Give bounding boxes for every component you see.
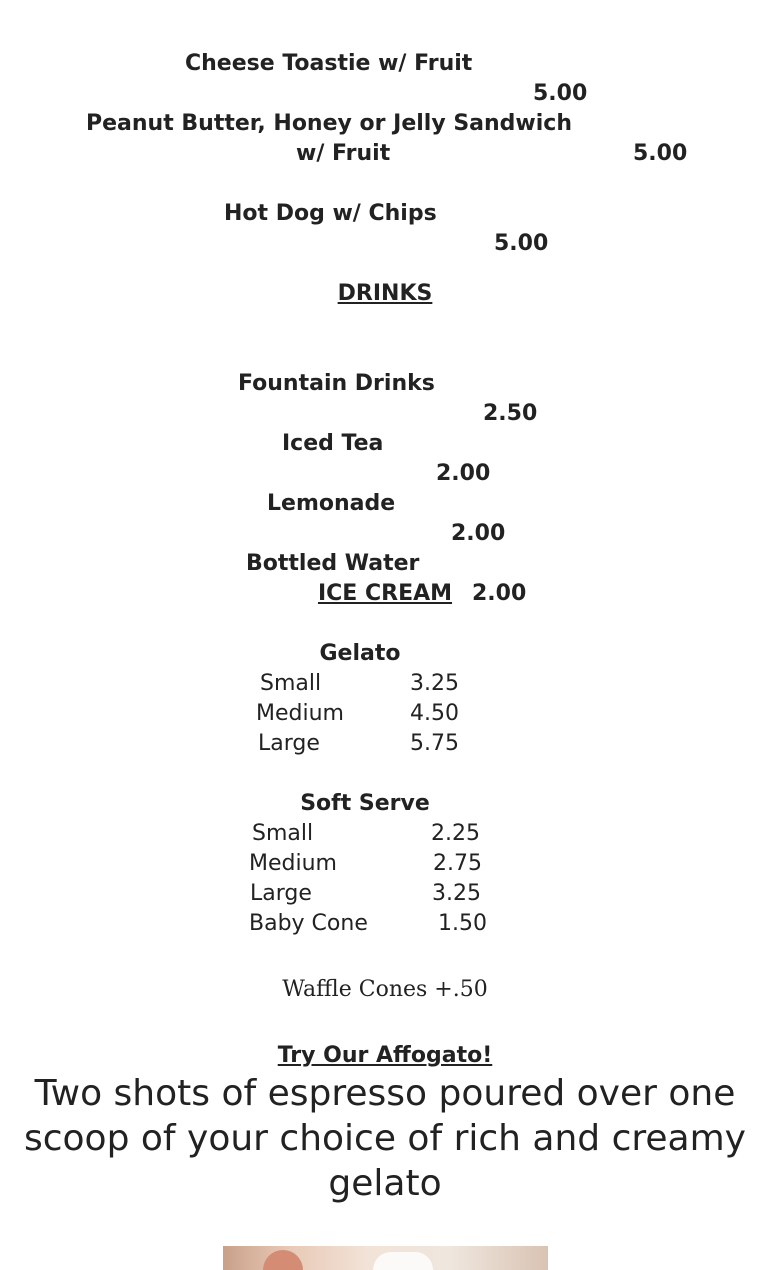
waffle-cones-note: Waffle Cones +.50 — [282, 977, 488, 1002]
item-name-line2: w/ Fruit — [296, 141, 391, 166]
hand-shape — [263, 1250, 303, 1270]
item-name: Bottled Water — [246, 551, 420, 576]
gelato-title: Gelato — [319, 641, 401, 666]
item-price: 2.50 — [483, 401, 538, 426]
item-name: Lemonade — [267, 491, 396, 516]
item-price: 5.00 — [633, 141, 688, 166]
soft-serve-title: Soft Serve — [300, 791, 430, 816]
item-name: Fountain Drinks — [238, 371, 435, 396]
gelato-size-medium: Medium — [256, 701, 344, 726]
soft-serve-price-small: 2.25 — [431, 821, 480, 846]
item-price: 2.00 — [451, 521, 506, 546]
item-price: 5.00 — [533, 81, 588, 106]
gelato-price-medium: 4.50 — [410, 701, 459, 726]
soft-serve-price-large: 3.25 — [432, 881, 481, 906]
ice-cream-heading: ICE CREAM — [317, 581, 453, 606]
soft-serve-size-baby-cone: Baby Cone — [249, 911, 368, 936]
item-name: Peanut Butter, Honey or Jelly Sandwich — [86, 111, 572, 136]
menu-item-pbj-sandwich-line2 — [0, 109, 770, 169]
menu-item-hot-dog — [0, 169, 770, 259]
soft-serve-size-small: Small — [252, 821, 314, 846]
item-price: 2.00 — [472, 581, 527, 606]
drinks-heading: DRINKS — [337, 281, 433, 306]
soft-serve-size-medium: Medium — [249, 851, 337, 876]
item-name: Iced Tea — [282, 431, 384, 456]
gelato-price-small: 3.25 — [410, 671, 459, 696]
affogato-heading: Try Our Affogato! — [277, 1043, 493, 1068]
gelato-price-large: 5.75 — [410, 731, 459, 756]
gelato-size-large: Large — [258, 731, 320, 756]
soft-serve-price-baby-cone: 1.50 — [438, 911, 487, 936]
gelato-size-small: Small — [260, 671, 322, 696]
item-price: 5.00 — [494, 231, 549, 256]
affogato-photo — [223, 1246, 548, 1270]
item-name: Hot Dog w/ Chips — [224, 201, 437, 226]
affogato-description: Two shots of espresso poured over one scoop of your choice of rich and creamy gelato — [23, 1073, 746, 1204]
soft-serve-price-medium: 2.75 — [433, 851, 482, 876]
item-name: Cheese Toastie w/ Fruit — [185, 51, 473, 76]
item-price: 2.00 — [436, 461, 491, 486]
soft-serve-size-large: Large — [250, 881, 312, 906]
cup-shape — [373, 1252, 433, 1270]
